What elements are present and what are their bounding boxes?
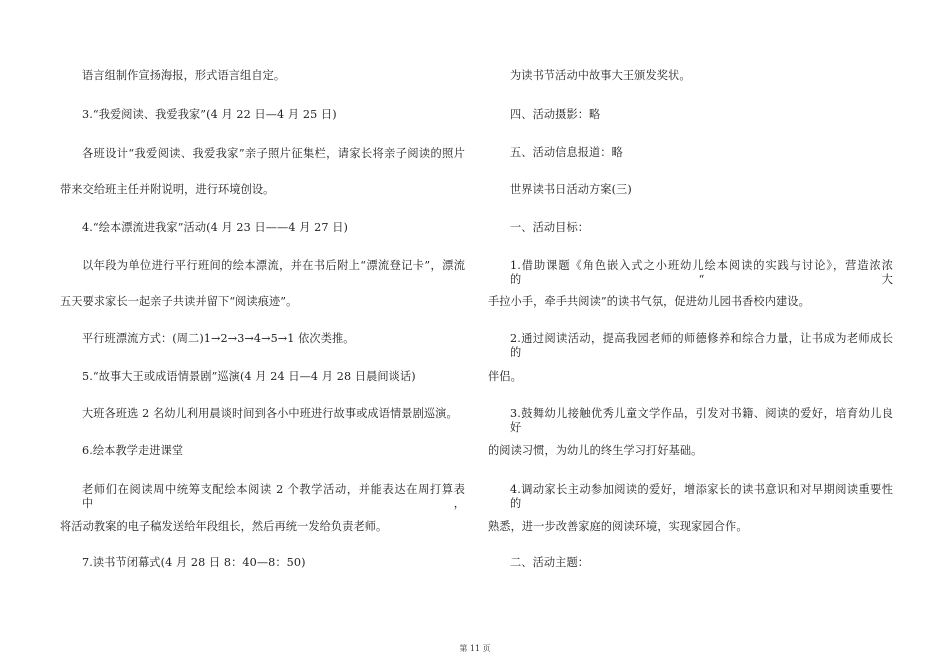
paragraph-line: 4.调动家长主动参加阅读的爱好，增添家长的读书意识和对早期阅读重要性的 [510,483,893,510]
paragraph-line: 平行班漂流方式：(周二)1→2→3→4→5→1 依次类推。 [82,332,355,345]
paragraph-line: 老师们在阅读周中统筹支配绘本阅读 2 个教学活动，并能表达在周打算表中， [82,483,465,510]
section-heading: 四、活动摄影：略 [510,108,601,121]
paragraph-line: 以年段为单位进行平行班间的绘本漂流，并在书后附上“漂流登记卡”，漂流 [82,259,465,272]
paragraph-line: 语言组制作宣扬海报，形式语言组自定。 [82,69,286,82]
section-heading: 五、活动信息报道：略 [510,146,623,159]
section-heading: 3.“我爱阅读、我爱我家”(4 月 22 日—4 月 25 日) [82,108,337,121]
paragraph-line: 伴侣。 [488,370,522,383]
paragraph-line: 为读书节活动中故事大王颁发奖状。 [510,69,691,82]
section-heading: 5.“故事大王或成语情景剧”巡演(4 月 24 日—4 月 28 日晨间谈话) [82,370,416,383]
paragraph-line: 2.通过阅读活动，提高我园老师的师德修养和综合力量，让书成为老师成长的 [510,332,893,359]
paragraph-line: 3.鼓舞幼儿接触优秀儿童文学作品，引发对书籍、阅读的爱好，培育幼儿良好 [510,407,893,434]
page-number: 第 11 页 [459,644,491,653]
paragraph-line: 熟悉，进一步改善家庭的阅读环境，实现家园合作。 [488,520,748,533]
paragraph-line: 五天要求家长一起亲子共读并留下“阅读痕迹”。 [60,295,298,308]
section-heading: 二、活动主题： [510,556,590,569]
section-heading: 6.绘本教学走进课堂 [82,444,184,457]
section-heading: 一、活动目标： [510,221,590,234]
paragraph-line: 各班设计“我爱阅读、我爱我家”亲子照片征集栏，请家长将亲子阅读的照片 [82,147,465,160]
paragraph-line: 大班各班选 2 名幼儿利用晨谈时间到各小中班进行故事或成语情景剧巡演。 [82,407,458,420]
section-heading: 4.“绘本漂流进我家”活动(4 月 23 日——4 月 27 日) [82,221,348,234]
paragraph-line: 的阅读习惯，为幼儿的终生学习打好基础。 [488,444,703,457]
paragraph-line: 手拉小手，牵手共阅读”的读书气氛，促进幼儿园书香校内建设。 [488,295,810,308]
paragraph-line: 将活动教案的电子稿发送给年段组长，然后再统一发给负责老师。 [60,520,388,533]
section-heading: 7.读书节闭幕式(4 月 28 日 8：40—8：50) [82,556,306,569]
document-title: 世界读书日活动方案(三) [510,183,632,196]
paragraph-line: 1.借助课题《角色嵌入式之小班幼儿绘本阅读的实践与讨论》，营造浓浓的“大 [510,259,893,286]
paragraph-line: 带来交给班主任并附说明，进行环境创设。 [60,183,275,196]
